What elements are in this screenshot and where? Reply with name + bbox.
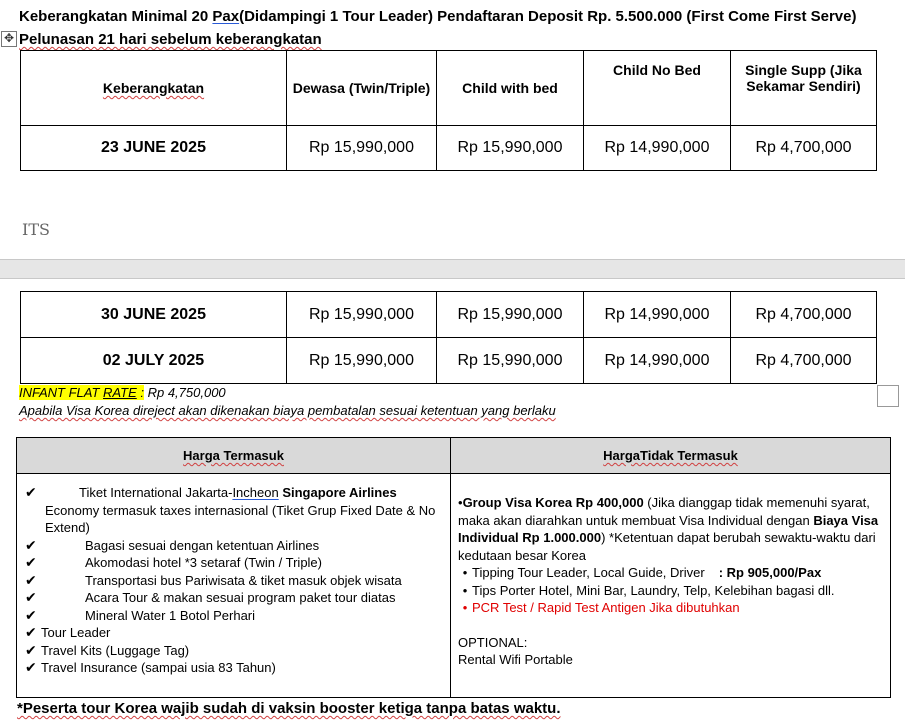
price-table-bottom [20,291,877,384]
page-break-separator [0,259,905,279]
inclusions-table [16,437,891,698]
check-icon: ✔ [25,554,37,570]
header-single-supplement: Single Supp (Jika Sekamar Sendiri) [731,51,877,126]
checkbox[interactable] [877,385,899,407]
price-child-bed: Rp 15,990,000 [437,126,584,171]
price-child-no-bed: Rp 14,990,000 [584,126,731,171]
table-row [21,292,877,338]
check-icon: ✔ [25,606,37,623]
price-adult: Rp 15,990,000 [287,126,437,171]
price-adult: Rp 15,990,000 [287,292,437,338]
header-departure: Keberangkatan [21,51,287,126]
departure-date: 30 JUNE 2025 [21,292,287,338]
included-list [17,474,450,677]
price-single: Rp 4,700,000 [731,126,877,171]
list-item: ✔ Transportasi bus Pariwisata & tiket masuk objek wisata [25,571,402,588]
check-icon: ✔ [25,624,37,640]
price-child-no-bed: Rp 14,990,000 [584,338,731,384]
departure-date: 02 JULY 2025 [21,338,287,384]
payment-deadline-line: Pelunasan 21 hari sebelum keberangkatan [19,31,322,48]
excluded-header: HargaTidak Termasuk [451,438,891,474]
price-child-no-bed: Rp 14,990,000 [584,292,731,338]
check-icon: ✔ [25,484,37,500]
list-item: •Group Visa Korea Rp 400,000 (Jika dianggap tidak memenuhi syarat, maka akan diarahkan untuk membuat Visa Individual dengan Biaya Visa Individual Rp 1.000.000) *Ketentuan dapat berubah sewaktu-waktu dari kedutaan besar Korea [458,495,879,563]
check-icon: ✔ [25,589,37,605]
table-move-handle-icon[interactable]: ✥ [1,31,17,47]
list-item: ✔ Bagasi sesuai dengan ketentuan Airlines [25,536,320,553]
header-child-no-bed: Child No Bed [584,51,731,126]
price-single: Rp 4,700,000 [731,292,877,338]
deposit-info-line: Keberangkatan Minimal 20 Pax(Didampingi 1 Tour Leader) Pendaftaran Deposit Rp. 5.500.000 (First Come First Serve) [19,8,857,25]
list-item: ✔ Akomodasi hotel *3 setaraf (Twin / Triple) [25,554,322,570]
table-row [21,126,877,171]
check-icon: ✔ [25,659,37,675]
included-list-cell [17,474,451,698]
price-adult: Rp 15,990,000 [287,338,437,384]
list-item: • Tips Porter Hotel, Mini Bar, Laundry, Telp, Kelebihan bagasi dll. [462,582,835,598]
list-item: ✔ Tour Leader [25,624,111,640]
departure-date: 23 JUNE 2025 [21,126,287,171]
price-child-bed: Rp 15,990,000 [437,338,584,384]
check-icon: ✔ [25,641,37,658]
excluded-list-cell [451,474,891,698]
list-item: ✔ Mineral Water 1 Botol Perhari [25,606,256,623]
optional-item: Rental Wifi Portable [458,652,573,667]
table-row [21,338,877,384]
check-icon: ✔ [25,571,37,588]
vaccine-requirement-note: *Peserta tour Korea wajib sudah di vaksin booster ketiga tanpa batas waktu. [17,700,561,717]
list-item: • Tipping Tour Leader, Local Guide, Driver : Rp 905,000/Pax [462,565,822,580]
visa-reject-note: Apabila Visa Korea direject akan dikenakan biaya pembatalan sesuai ketentuan yang berlaku [19,403,556,418]
list-item: • PCR Test / Rapid Test Antigen Jika dibutuhkan [462,600,740,615]
list-item: ✔ Travel Kits (Luggage Tag) [25,641,190,658]
list-item: ✔ Travel Insurance (sampai usia 83 Tahun) [25,659,276,675]
header-child-with-bed: Child with bed [437,51,584,126]
header-adult: Dewasa (Twin/Triple) [287,51,437,126]
list-item: ✔ Acara Tour & makan sesuai program paket tour diatas [25,589,396,605]
price-single: Rp 4,700,000 [731,338,877,384]
check-icon: ✔ [25,536,37,553]
excluded-list [451,474,890,669]
its-label: ITS [22,220,50,239]
price-table-top [20,50,877,171]
included-header: Harga Termasuk [17,438,451,474]
price-child-bed: Rp 15,990,000 [437,292,584,338]
optional-label: OPTIONAL: [458,634,528,650]
list-item: ✔ Tiket International Jakarta-Incheon Singapore Airlines Economy termasuk taxes internasional (Tiket Grup Fixed Date & No Extend) [25,484,436,535]
infant-rate: INFANT FLAT RATE : Rp 4,750,000 [19,385,226,400]
